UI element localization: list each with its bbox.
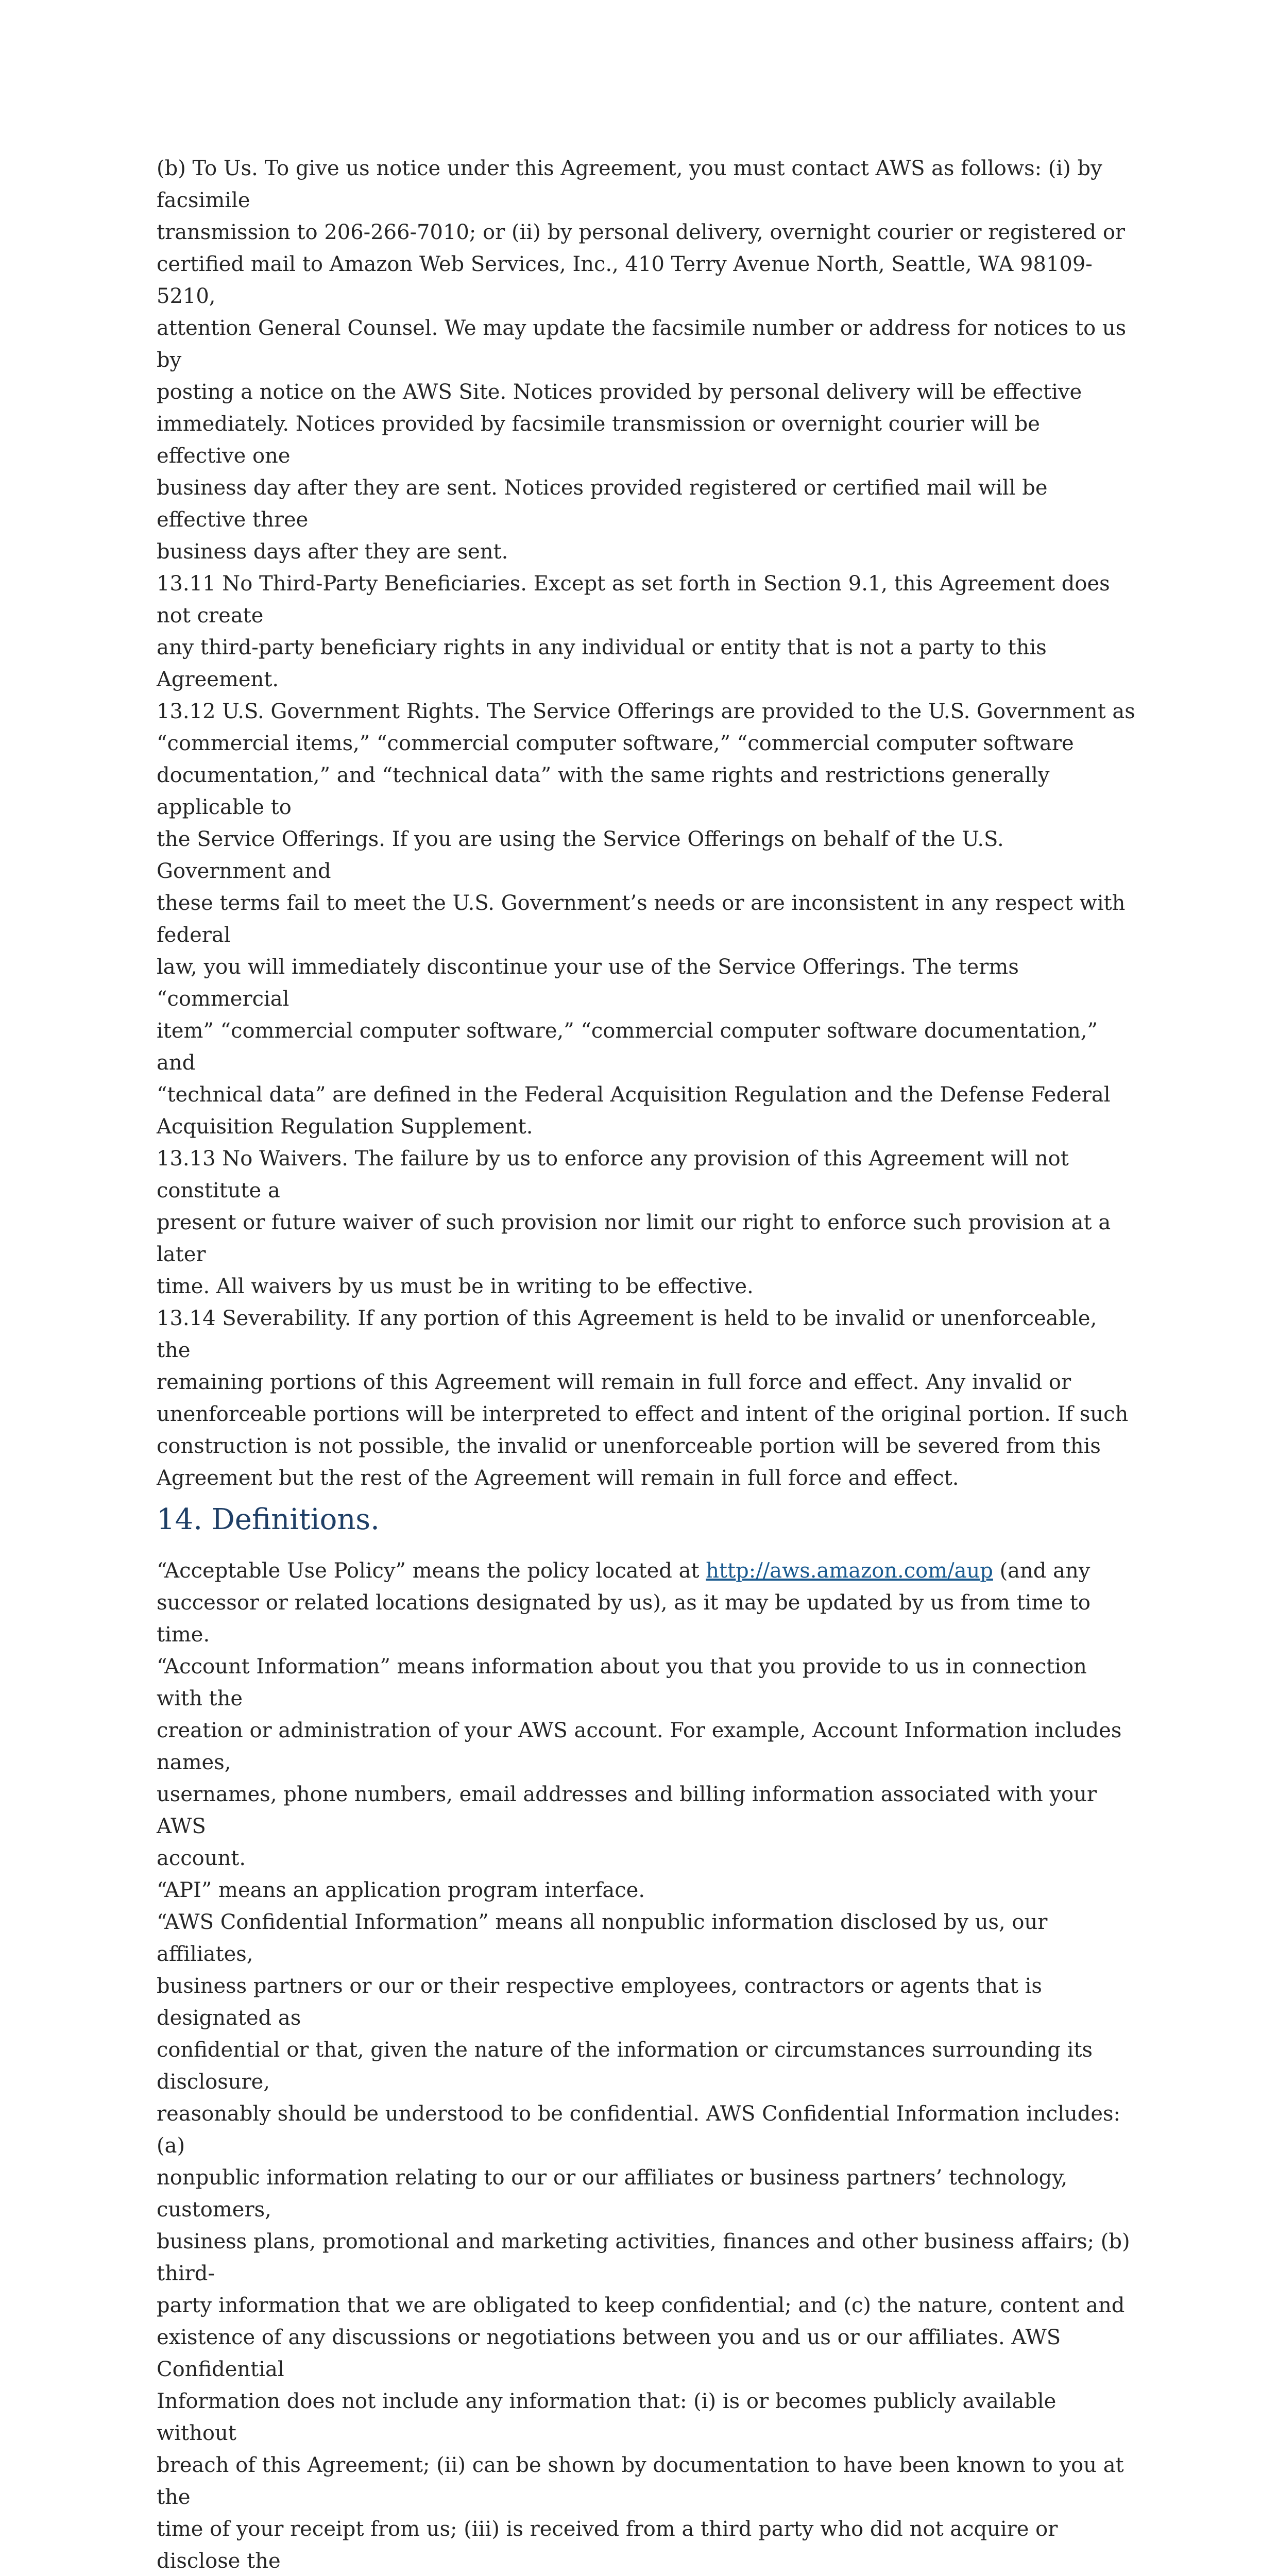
severability-paragraph: 13.14 Severability. If any portion of this Agreement is held to be invalid or unenforceable, the remaining portions of this Agreement will remain in full force and effect. Any invalid or unenforceable portions will be interpreted to effect and intent of the original portion. If such construction is not possible, the invalid or unenforceable portion will be severed from this Agreement but the rest of the Agreement will remain in full force and effect. [157, 1307, 1129, 1490]
aws-confidential-information-definition: “AWS Confidential Information” means all nonpublic information disclosed by us, our affiliates, business partners or our or their respective employees, contractors or agents that is designated as confidential or that, given the nature of the information or circumstances surrounding its disclosure, reasonably should be understood to be confidential. AWS Confidential Information includes: (a) nonpublic information relating to our or our affiliates or business partners’ technology, customers, business plans, promotional and marketing activities, finances and other business affairs; (b) third- party information that we are obligated to keep confidential; and (c) the nature, content and existence of any discussions or negotiations between you and us or our affiliates. AWS Confidential Information does not include any information that: (i) is or becomes publicly available without breach of this Agreement; (ii) can be shown by documentation to have been known to you at the time of your receipt from us; (iii) is received from a third party who did not acquire or disclose the [157, 1910, 1130, 2573]
aup-link[interactable]: http://aws.amazon.com/aup [706, 1559, 993, 1583]
definitions-heading: 14. Definitions. [157, 1503, 380, 1536]
no-third-party-beneficiaries-paragraph: 13.11 No Third-Party Beneficiaries. Except as set forth in Section 9.1, this Agreement does not create any third-party beneficiary rights in any individual or entity that is not a party to this Agreement. [157, 572, 1110, 691]
acceptable-use-policy-definition [157, 1555, 1135, 1651]
aup-text-before: “Acceptable Use Policy” means the policy located at [157, 1559, 706, 1583]
api-definition: “API” means an application program interface. [157, 1878, 645, 1902]
document-page [157, 152, 1135, 2576]
us-government-rights-paragraph: 13.12 U.S. Government Rights. The Service Offerings are provided to the U.S. Government as “commercial items,” “commercial computer software,” “commercial computer software documentation,” and “technical data” with the same rights and restrictions generally applicable to the Service Offerings. If you are using the Service Offerings on behalf of the U.S. Government and these terms fail to meet the U.S. Government’s needs or are inconsistent in any respect with federal law, you will immediately discontinue your use of the Service Offerings. The terms “commercial item” “commercial computer software,” “commercial computer software documentation,” and “technical data” are defined in the Federal Acquisition Regulation and the Defense Federal Acquisition Regulation Supplement. [157, 700, 1135, 1139]
account-information-definition: “Account Information” means information about you that you provide to us in connection with the creation or administration of your AWS account. For example, Account Information includes names, usernames, phone numbers, email addresses and billing information associated with your AWS account. [157, 1655, 1122, 1870]
aup-text-after: (and any successor or related locations designated by us), as it may be updated by us from time to time. [157, 1559, 1090, 1647]
no-waivers-paragraph: 13.13 No Waivers. The failure by us to enforce any provision of this Agreement will not constitute a present or future waiver of such provision nor limit our right to enforce such provision at a later time. All waivers by us must be in writing to be effective. [157, 1147, 1111, 1298]
notice-to-us-paragraph: (b) To Us. To give us notice under this Agreement, you must contact AWS as follows: (i) by facsimile transmission to 206-266-7010; or (ii) by personal delivery, overnight courier or registered or certified mail to Amazon Web Services, Inc., 410 Terry Avenue North, Seattle, WA 98109-5210, attention General Counsel. We may update the facsimile number or address for notices to us by posting a notice on the AWS Site. Notices provided by personal delivery will be effective immediately. Notices provided by facsimile transmission or overnight courier will be effective one business day after they are sent. Notices provided registered or certified mail will be effective three business days after they are sent. [157, 157, 1127, 564]
